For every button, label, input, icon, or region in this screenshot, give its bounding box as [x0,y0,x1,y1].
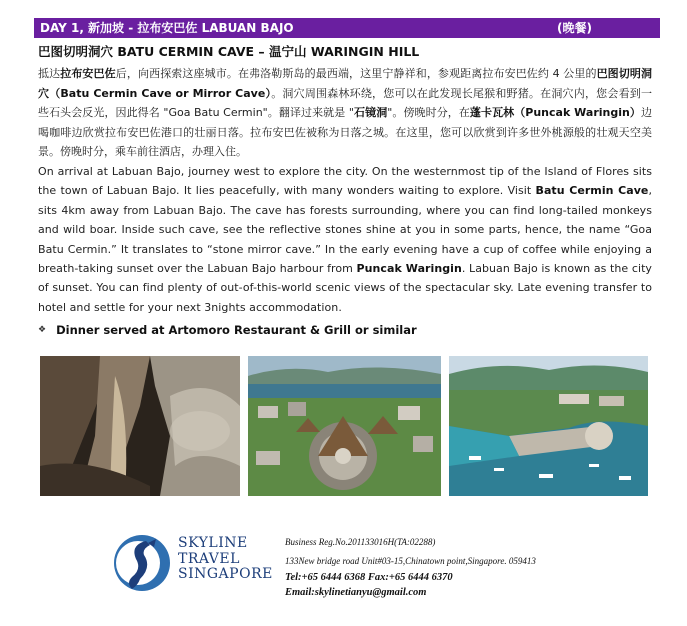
harbour-aerial-photo [449,356,648,496]
english-description: On arrival at Labuan Bajo, journey west to explore the city. On the westernmost tip of the Island of Flores sits the town of Labuan Bajo. It lies peacefully, with many wonders waiting to explore. Visit Batu Cermin Cave, sits 4km away from Labuan Bajo. The cave has forests surrounding, where you can find long-tailed monkeys and wild boar. Inside such cave, see the reflective stones shine at you in some parts, hence, the name “Goa Batu Cermin.” It translates to “stone mirror cave.” In the early evening have a cup of coffee while enjoying a breath-taking sunset over the Labuan Bajo harbour from Puncak Waringin. Labuan Bajo is known as the city of sunset. You can find plenty of out-of-this-world scenic views of the spectacular sky. Late evening transfer to hotel and settle for your next 3nights accommodation. [38,165,652,314]
town-aerial-photo [248,356,441,496]
company-phone: Tel:+65 6444 6368 Fax:+65 6444 6370 [285,572,453,583]
business-reg: Business Reg.No.201133016H(TA:02288) [285,537,436,547]
meal-label: (晚餐) [557,21,592,35]
diamond-bullet-icon: ❖ [38,325,47,335]
company-email: Email:skylinetianyu@gmail.com [285,587,427,598]
day-title: DAY 1, 新加坡 - 拉布安巴佐 LABUAN BAJO [40,21,294,35]
meal-note: ❖ Dinner served at Artomoro Restaurant & Grill or similar [38,323,417,337]
cave-photo [40,356,240,496]
seahorse-logo-icon [108,531,178,595]
company-name: SKYLINE TRAVEL SINGAPORE [178,535,273,582]
company-address: 133New bridge road Unit#03-15,Chinatown point,Singapore. 059413 [285,556,536,566]
day-header-bar [34,18,660,38]
chinese-description: 抵达拉布安巴佐后，向西探索这座城市。在弗洛勒斯岛的最西端，这里宁静祥和，参观距离拉布安巴佐约 4 公里的巴图切明洞穴（Batu Cermin Cave or Mirror Cave）。洞穴周围森林环绕，您可以在此发现长尾猴和野猪。在洞穴内，您会看到一些石头会反光，因此得名 "Goa Batu Cermin"。翻译过来就是 "石镜洞"。傍晚时分，在蓬卡瓦林（Puncak Waringin）边喝咖啡边欣赏拉布安巴佐港口的壮丽日落。拉布安巴佐被称为日落之城。在这里，您可以欣赏到许多世外桃源般的壮观天空美景。傍晚时分，乘车前往酒店，办理入住。 [38,67,652,158]
itinerary-subtitle: 巴图切明洞穴 BATU CERMIN CAVE – 温宁山 WARINGIN HILL [38,44,420,59]
